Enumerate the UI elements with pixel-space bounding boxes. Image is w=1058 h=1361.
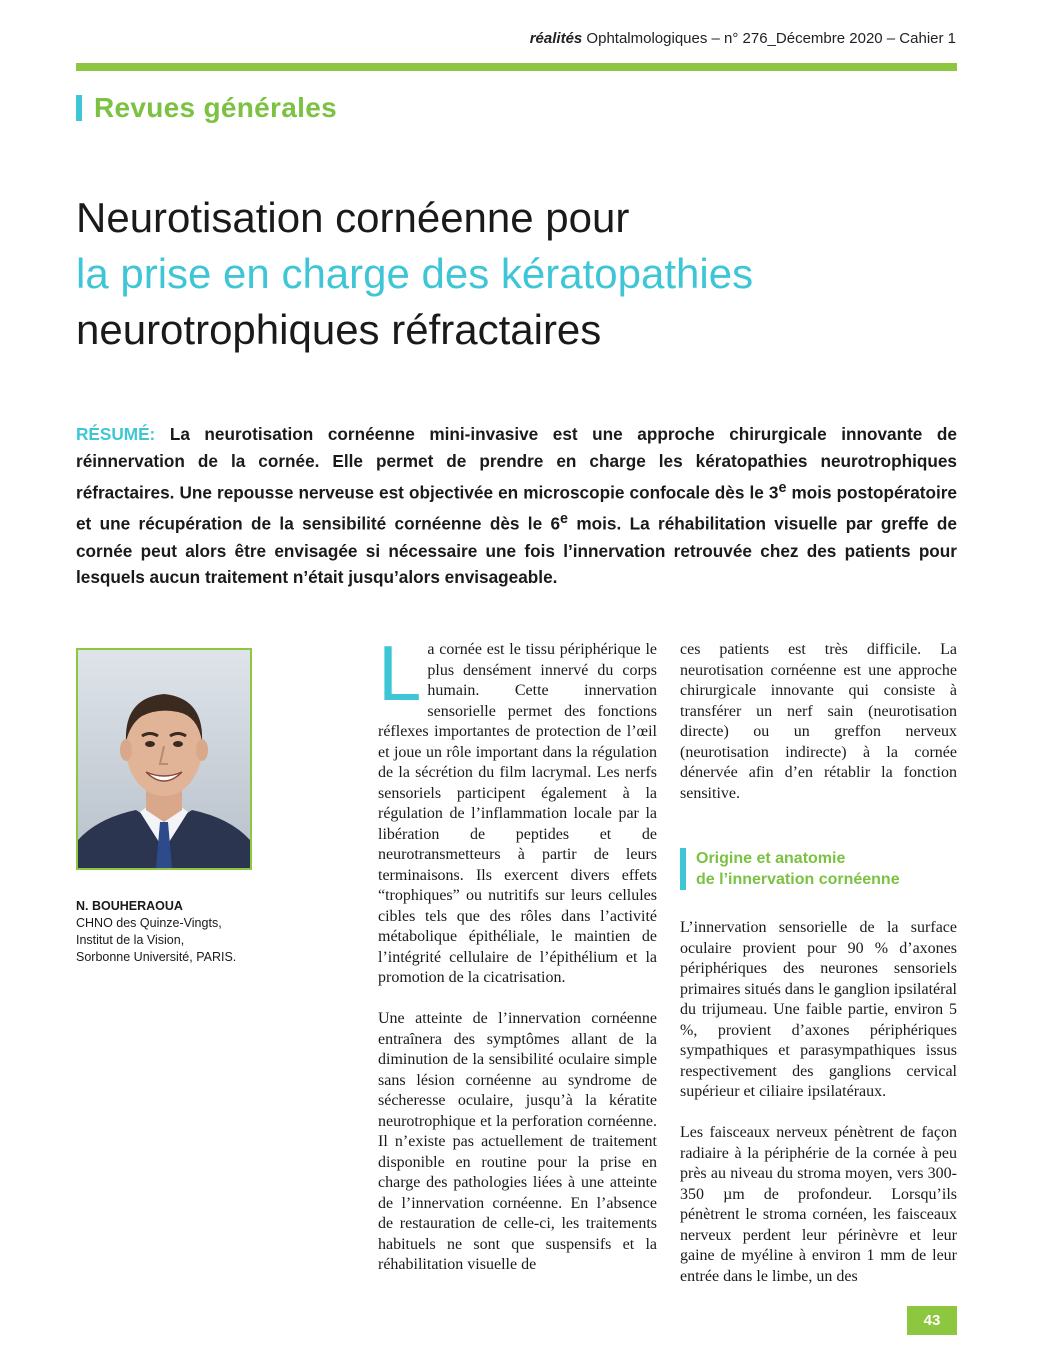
body-column-2 xyxy=(680,640,957,1308)
drop-cap: L xyxy=(378,629,422,717)
author-photo xyxy=(76,648,252,870)
section-label xyxy=(76,92,337,124)
subheading xyxy=(680,848,957,890)
subheading-text xyxy=(696,848,900,890)
title-line-1: Neurotisation cornéenne pour xyxy=(76,194,630,241)
body-paragraph-3: ces patients est très difficile. La neurotisation cornéenne est une approche chirurgicale innovante qui consiste à transférer un nerf sain (neurotisation directe) ou un greffon nerveux (neurotisation indirecte) à la cornée dénervée afin d’en rétablir la fonction sensitive. xyxy=(680,641,957,802)
abstract-text-3: mois. La réhabilitation visuelle par greffe de cornée peut alors être envisagée si nécessaire une fois l’innervation retrouvée chez des patients pour lesquels aucun traitement n’était jusqu’alors envisageable. xyxy=(76,513,957,588)
author-name: N. BOUHERAOUA xyxy=(76,899,183,913)
author-affiliation-3: Sorbonne Université, PARIS. xyxy=(76,950,237,964)
body-paragraph-1 xyxy=(378,629,657,989)
section-bar xyxy=(76,95,82,121)
journal-issue: Ophtalmologiques – n° 276_Décembre 2020 – Cahier 1 xyxy=(582,30,956,47)
journal-brand: réalités xyxy=(529,30,583,47)
abstract-text-1: La neurotisation cornéenne mini-invasive est une approche chirurgicale innovante de réinnervation de la cornée. Elle permet de prendre en charge les kératopathies neurotrophiques réfractaires. Une repousse nerveuse est objectivée en microscopie confocale dès le 3 xyxy=(76,424,957,503)
article-title xyxy=(76,190,976,358)
body-column-1 xyxy=(378,629,657,1296)
author-affiliation-2: Institut de la Vision, xyxy=(76,933,185,947)
body-paragraph-2: Une atteinte de l’innervation cornéenne entraînera des symptômes allant de la diminution de la sensibilité oculaire simple sans lésion cornéenne au syndrome de sécheresse oculaire, jusqu’à la kératite neurotrophique et la perforation cornéenne. Il n’existe pas actuellement de traitement disponible en routine pour la prise en charge des pathologies liées à une atteinte de l’innervation cornéenne. En l’absence de restauration de celle-ci, les traitements habituels ne sont que suspensifs et la réhabilitation visuelle de xyxy=(378,1010,657,1273)
section-label-text: Revues générales xyxy=(94,92,337,123)
author-info xyxy=(76,898,276,966)
running-header xyxy=(530,30,956,47)
subheading-bar xyxy=(680,848,686,890)
body-paragraph-4: L’innervation sensorielle de la surface oculaire provient pour 90 % d’axones périphériques des neurones sensoriels primaires situés dans le ganglion ipsilatéral du trijumeau. Une faible partie, environ 5 %, provient d’axones périphériques sympathiques et parasympathiques issus respectivement des ganglions cervical supérieur et ciliaire ipsilatéraux. xyxy=(680,919,957,1100)
abstract xyxy=(76,421,957,591)
abstract-text-2: mois postopératoire et une récupération de la sensibilité cornéenne dès le 6 xyxy=(76,482,957,534)
abstract-label: RÉSUMÉ: xyxy=(76,424,156,444)
body-paragraph-1-text: a cornée est le tissu périphérique le plus densément innervé du corps humain. Cette innervation sensorielle permet des fonctions réflexes importantes de protection de l’œil et joue un rôle important dans la régulation de la sécrétion du film lacrymal. Les nerfs sensoriels participent également à la régulation de l’inflammation locale par la libération de peptides et de neurotransmetteurs à partir de leurs terminaisons. Ils exercent divers effets “trophiques” ou nutritifs sur leurs cellules cibles tels que des rôles dans l’activité métabolique épithéliale, le maintien de l’intégrité cellulaire de l’épithélium et la promotion de la cicatrisation. xyxy=(378,641,657,986)
abstract-sup-2: e xyxy=(560,511,569,528)
author-affiliation-1: CHNO des Quinze-Vingts, xyxy=(76,916,222,930)
abstract-sup-1: e xyxy=(778,479,787,496)
subheading-line-2: de l’innervation cornéenne xyxy=(696,871,900,888)
title-line-2: la prise en charge des kératopathies xyxy=(76,250,754,297)
author-portrait-illustration xyxy=(78,650,250,868)
title-line-3: neurotrophiques réfractaires xyxy=(76,306,602,353)
header-rule xyxy=(76,63,957,71)
body-paragraph-5: Les faisceaux nerveux pénètrent de façon radiaire à la périphérie de la cornée à peu près au niveau du stroma moyen, vers 300-350 µm de profondeur. Lorsqu’ils pénètrent le stroma cornéen, les faisceaux nerveux perdent leur périnèvre et leur gaine de myéline à environ 1 mm de leur entrée dans le limbe, un des xyxy=(680,1124,957,1285)
page-number: 43 xyxy=(907,1306,957,1335)
subheading-line-1: Origine et anatomie xyxy=(696,850,846,867)
